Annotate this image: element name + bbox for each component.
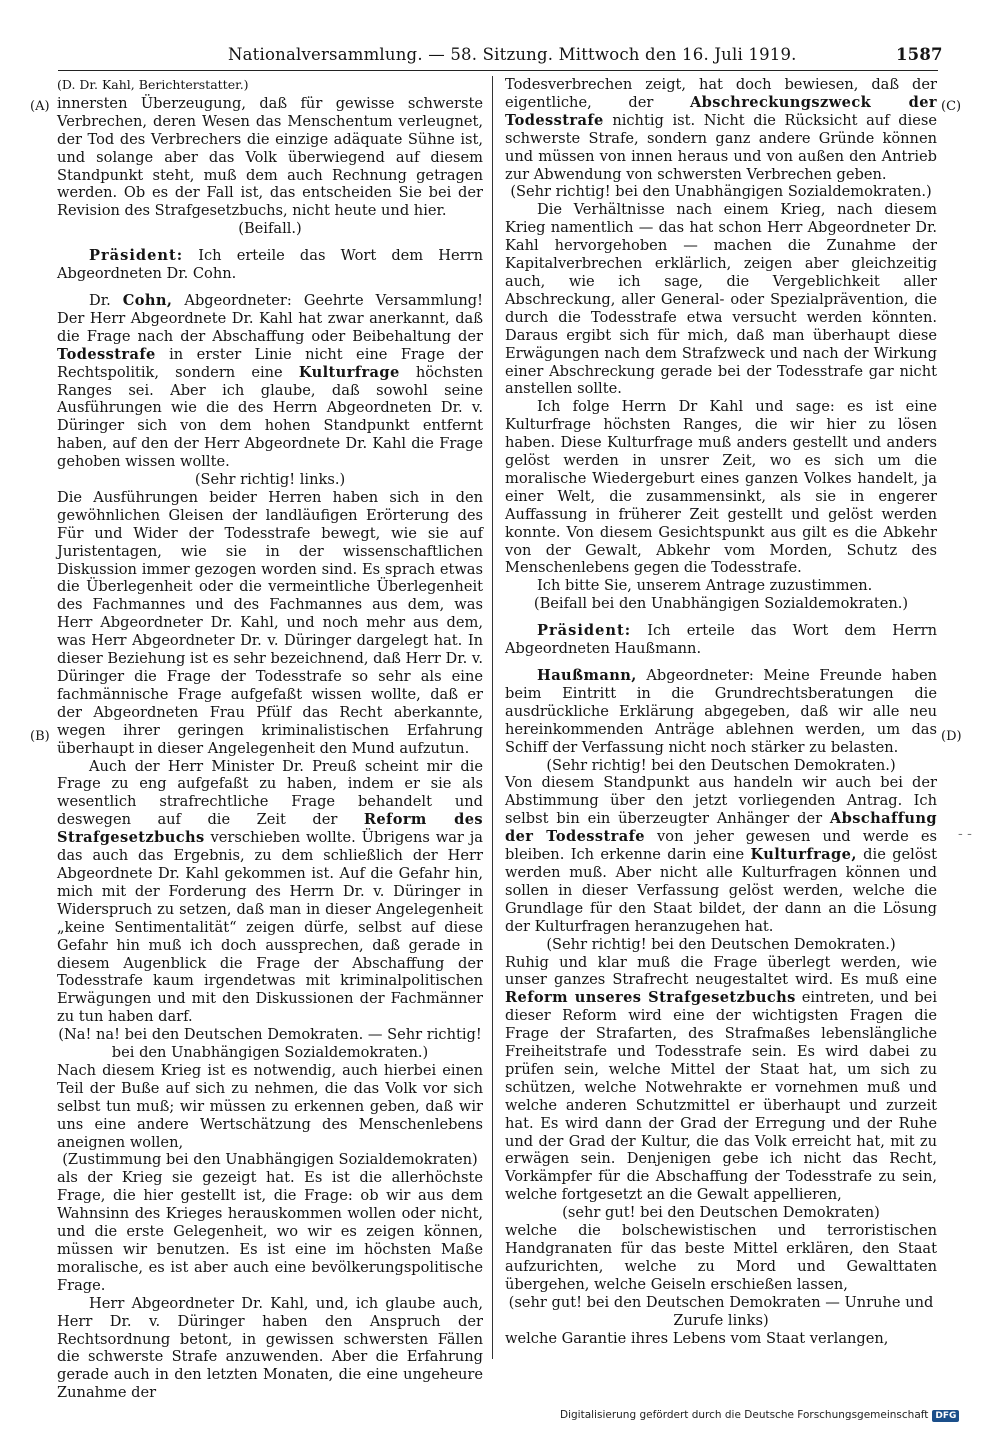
interjection: (Sehr richtig! links.) <box>194 471 346 489</box>
paragraph: Herr Abgeordneter Dr. Kahl, und, ich glaube auch, Herr Dr. v. Düringer haben den Anspruch der Rechtsordnung betont, in gewissen schwersten Fällen die schwerste Strafe anzuwenden. Aber die Erfahrung gerade auch in den letzten Monaten, die eine ungeheure Zunahme der <box>57 1294 483 1402</box>
president-paragraph: Präsident: Ich erteile das Wort dem Herrn Abgeordneten Dr. Cohn. <box>57 247 483 283</box>
page-header <box>0 45 1000 73</box>
interjection: (Sehr richtig! bei den Unabhängigen Sozialdemokraten.) <box>510 183 932 201</box>
margin-marker-b: (B) <box>30 729 50 744</box>
speaker-tag: (D. Dr. Kahl, Berichterstatter.) <box>57 77 249 92</box>
left-column <box>57 76 483 1402</box>
margin-marker-d: (D) <box>941 729 962 744</box>
header-rule <box>58 70 938 71</box>
paragraph: Ich folge Herrn Dr Kahl und sage: es ist eine Kulturfrage höchsten Ranges, die wir hier zu lösen haben. Diese Kulturfrage muß anders gestellt und anders gelöst werden in unsrer Zeit, wo es sich um die moralische Wiedergeburt eines ganzen Volkes handelt, ja einer Welt, die zusammensinkt, als sie in engerer Auffassung in früherer Zeit gestellt und gelöst werden konnte. Von diesem Gesichtspunkt aus gilt es die Abkehr von der Gewalt, Abkehr vom Morden, Schutz des Menschenlebens gegen die Todesstrafe. <box>505 398 937 577</box>
paragraph: Von diesem Standpunkt aus handeln wir auch bei der Abstimmung über den jetzt vorliegenden Antrag. Ich selbst bin ein überzeugter Anhänger der Abschaffung der Todesstrafe von jeher gewesen und werde es bleiben. Ich erkenne darin eine Kulturfrage, die gelöst werden muß. Aber nicht alle Kulturfragen können und sollen in dieser Verfassung gelöst werden, welche die Grundlage für den Staat bildet, der dann an die Lösung der Kulturfragen heranzugehen hat. <box>505 774 937 935</box>
speech-paragraph: Dr. Cohn, Abgeordneter: Geehrte Versammlung! Der Herr Abgeordnete Dr. Kahl hat zwar anerkannt, daß die Frage nach der Abschaffung oder Beibehaltung der Todesstrafe in erster Linie nicht eine Frage der Rechtspolitik, sondern eine Kulturfrage höchsten Ranges sei. Aber ich glaube, daß sowohl seine Ausführungen wie die des Herrn Abgeordneten Dr. v. Düringer sich von dem hohen Standpunkt entfernt haben, auf den der Herr Abgeordnete Dr. Kahl die Frage gehoben wissen wollte. <box>57 291 483 471</box>
paragraph: als der Krieg sie gezeigt hat. Es ist die allerhöchste Frage, die hier gestellt ist, die Frage: ob wir aus dem Wahnsinn des Krieges herauskommen wollen oder nicht, und die erste Gelegenheit, wo wir es zeigen können, müssen wir benutzen. Es ist eine im höchsten Maße moralische, es ist aber auch eine bevölkerungspolitische Frage. <box>57 1169 483 1294</box>
margin-marker-c: (C) <box>941 99 962 114</box>
president-paragraph: Präsident: Ich erteile das Wort dem Herrn Abgeordneten Haußmann. <box>505 622 937 658</box>
interjection: (sehr gut! bei den Deutschen Demokraten) <box>562 1204 880 1222</box>
paragraph: Todesverbrechen zeigt, hat doch bewiesen, daß der eigentliche, der Abschreckungszweck der Todesstrafe nichtig ist. Nicht die Rücksicht auf diese schwerste Strafe, sondern ganz andere Gründe können und müssen von innen heraus und von außen den Antrieb zur Abwendung von schwersten Verbrechen geben. <box>505 76 937 183</box>
interjection: (sehr gut! bei den Deutschen Demokraten — Unruhe und Zurufe links) <box>508 1293 934 1329</box>
dfg-logo: DFG <box>932 1410 959 1422</box>
paragraph: welche Garantie ihres Lebens vom Staat verlangen, <box>505 1329 889 1347</box>
paragraph: Die Verhältnisse nach einem Krieg, nach diesem Krieg namentlich — das hat schon Herr Abgeordneter Dr. Kahl hervorgehoben — machen die Zunahme der Kapitalverbrechen erklärlich, zeigen aber gleichzeitig auch, wie ich sage, die Vergeblichkeit aller Abschreckung, aller General- oder Spezialprävention, die durch die Todesstrafe etwa versucht werden könnten. Daraus ergibt sich für mich, daß man überhaupt diese Erwägungen nach dem Strafzweck und nach der Wirkung einer Abschreckung gerade bei der Todesstrafe gar nicht anstellen sollte. <box>505 201 937 398</box>
speaker-name: Cohn, <box>122 291 173 309</box>
interjection: (Na! na! bei den Deutschen Demokraten. — Sehr richtig! bei den Unabhängigen Sozialdemokraten.) <box>58 1026 482 1062</box>
paragraph: Nach diesem Krieg ist es notwendig, auch hierbei einen Teil der Buße auf sich zu nehmen, die das Volk vor sich selbst tun muß; wir müssen zu erkennen geben, daß wir uns eine andere Wertschätzung des Menschenlebens aneignen wollen, <box>57 1061 483 1151</box>
speaker-name: Haußmann, <box>537 667 637 684</box>
right-column <box>505 76 937 1347</box>
interjection: (Sehr richtig! bei den Deutschen Demokraten.) <box>546 935 896 953</box>
interjection: (Zustimmung bei den Unabhängigen Sozialdemokraten) <box>62 1151 478 1169</box>
paragraph: welche die bolschewistischen und terroristischen Handgranaten für das beste Mittel erklären, den Staat aufzurichten, welche zu Mord und Gewalttaten übergehen, welche Geiseln erschießen lassen, <box>505 1222 937 1293</box>
paragraph: Die Ausführungen beider Herren haben sich in den gewöhnlichen Gleisen der landläufigen Erörterung des Für und Wider der Todesstrafe bewegt, wie sie auf Juristentagen, wie sie in der wissenschaftlichen Diskussion immer gezogen worden sind. Es sprach etwas die Überlegenheit oder die vermeintliche Überlegenheit des Fachmannes und des Fachmannes aus dem, was Herr Abgeordneter Dr. Kahl, und noch mehr aus dem, was Herr Abgeordneter Dr. v. Düringer dargelegt hat. In dieser Beziehung ist es sehr bezeichnend, daß Herr Dr. v. Düringer die Frage der Todesstrafe so sehr als eine fachmännische Frage aufgefaßt wissen wollte, daß er der Abgeordneten Frau Pfülf das Recht aberkannte, wegen ihrer geringen kriminalistischen Erfahrung überhaupt in dieser Angelegenheit den Mund aufzutun. <box>57 488 483 757</box>
interjection: (Beifall bei den Unabhängigen Sozialdemokraten.) <box>533 595 909 613</box>
paragraph: Ruhig und klar muß die Frage überlegt werden, wie unser ganzes Strafrecht neugestaltet wird. Es muß eine Reform unseres Strafgesetzbuchs eintreten, und bei dieser Reform wird eine der wichtigsten Fragen die Frage der Strafarten, des Strafmaßes lebenslängliche Freiheitstrafe und Todesstrafe sein. Es wird dabei zu prüfen sein, welche Mittel der Staat hat, um sich zu schützen, welche Notwehrakte er vornehmen muß und welche anderen Schutzmittel er überhaupt und zurzeit hat. Es wird dann der Grad der Erregung und der Ruhe und der Grad der Kultur, die das Volk erreicht hat, mit zu erwägen sein. Denjenigen gebe ich nicht das Recht, Vorkämpfer für die Abschaffung der Todesstrafe zu sein, welche fortgesetzt an die Gewalt appellieren, <box>505 953 937 1204</box>
paragraph: Auch der Herr Minister Dr. Preuß scheint mir die Frage zu eng aufgefaßt zu haben, indem er sie als wesentlich strafrechtliche Frage behandelt und deswegen auf die Zeit der Reform des Strafgesetzbuchs verschieben wollte. Übrigens war ja das auch das Ergebnis, zu dem schließlich der Herr Abgeordnete Dr. Kahl gekommen ist. Auf die Gefahr hin, mich mit der Forderung des Herrn Dr. v. Düringer in Widerspruch zu setzen, daß man in dieser Angelegenheit „keine Sentimentalität“ zeigen dürfe, selbst auf diese Gefahr hin muß ich doch aussprechen, daß gerade in diesem Augenblick die Frage der Abschaffung der Todesstrafe kaum irgendetwas mit kriminalpolitischen Erwägungen und mit den Diskussionen der Fachmänner zu tun haben darf. <box>57 757 483 1026</box>
credit-text: Digitalisierung gefördert durch die Deutsche Forschungsgemeinschaft <box>560 1409 929 1421</box>
digitization-credit <box>560 1409 957 1422</box>
speaker-name: Präsident: <box>537 622 632 640</box>
paragraph: innersten Überzeugung, daß für gewisse schwerste Verbrechen, deren Wesen das Menschentum verleugnet, der Tod des Verbrechers die einzige adäquate Sühne ist, und solange aber das Volk überwiegend auf diesem Standpunkt steht, muß dem auch Rechnung getragen werden. Ob es der Fall ist, das entscheiden Sie bei der Revision des Strafgesetzbuchs, nicht heute und hier. <box>57 94 483 220</box>
margin-mark: - - <box>958 826 972 842</box>
running-title: Nationalversammlung. — 58. Sitzung. Mittwoch den 16. Juli 1919. <box>228 45 797 64</box>
margin-marker-a: (A) <box>30 99 50 114</box>
paragraph: Ich bitte Sie, unserem Antrage zuzustimmen. <box>537 577 873 595</box>
speech-paragraph: Haußmann, Abgeordneter: Meine Freunde haben beim Eintritt in die Grundrechtsberatungen die ausdrückliche Erklärung abgegeben, daß wir alle neu hereinkommenden Anträge ablehnen werden, um das Schiff der Verfassung nicht noch stärker zu belasten. <box>505 667 937 756</box>
interjection: (Sehr richtig! bei den Deutschen Demokraten.) <box>546 756 896 774</box>
interjection: (Beifall.) <box>238 220 302 238</box>
speaker-name: Präsident: <box>89 247 184 265</box>
page-number: 1587 <box>896 45 943 64</box>
column-divider <box>492 76 493 1359</box>
